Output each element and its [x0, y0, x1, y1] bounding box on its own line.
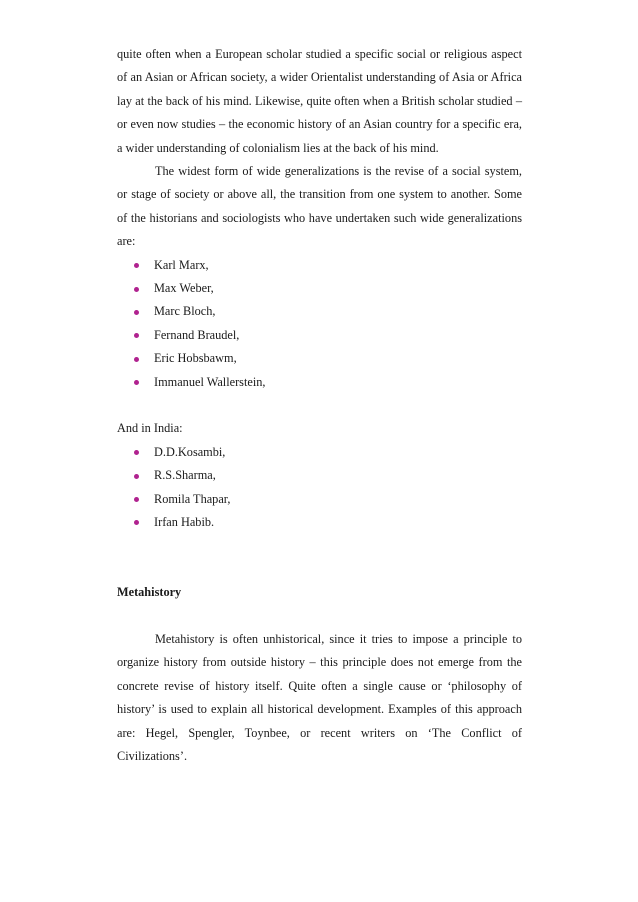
paragraph-orientalist: quite often when a European scholar studied a specific social or religious aspect of an Asian or African society, a wider Orientalist understanding of Asia or Africa lay at the back of his mind. Likewise, quite often when a British scholar studied – or even now studies – the economic history of an Asian country for a specific era, a wider understanding of colonialism lies at the back of his mind.: [117, 47, 522, 155]
spacer: [117, 534, 522, 557]
bullet-icon: [134, 450, 139, 455]
list-item: [117, 324, 522, 347]
indian-historians-list: [117, 441, 522, 535]
list-item-text: Irfan Habib.: [154, 514, 215, 529]
bullet-icon: [134, 263, 139, 268]
list-item: [117, 300, 522, 323]
spacer: [117, 605, 522, 628]
paragraph-metahistory: Metahistory is often unhistorical, since it tries to impose a principle to organize history from outside history – this principle does not emerge from the concrete revise of history itself. Quite often a single cause or ‘philosophy of history’ is used to explain all historical development. Examples of this approach are: Hegel, Spengler, Toynbee, or recent writers on ‘The Conflict of Civilizations’.: [117, 631, 522, 763]
list-item: [117, 371, 522, 394]
list-item-text: Marc Bloch,: [154, 304, 216, 319]
list-item-text: Romila Thapar,: [154, 491, 231, 506]
list-item-text: Max Weber,: [154, 281, 214, 296]
document-page: [117, 43, 522, 768]
bullet-icon: [134, 497, 139, 502]
list-item: [117, 347, 522, 370]
paragraph-generalizations: The widest form of wide generalizations is the revise of a social system, or stage of society or above all, the transition from one system to another. Some of the historians and sociologists who have undertaken such wide generalizations are:: [117, 164, 522, 249]
bullet-icon: [134, 520, 139, 525]
bullet-icon: [134, 357, 139, 362]
historians-list: [117, 254, 522, 394]
list-item-text: D.D.Kosambi,: [154, 444, 226, 459]
list-item-text: Karl Marx,: [154, 257, 209, 272]
list-item: [117, 277, 522, 300]
spacer: [117, 558, 522, 581]
bullet-icon: [134, 474, 139, 479]
list-item: [117, 511, 522, 534]
bullet-icon: [134, 333, 139, 338]
bullet-icon: [134, 310, 139, 315]
list-item-text: Immanuel Wallerstein,: [154, 374, 266, 389]
india-intro: And in India:: [117, 421, 183, 436]
list-item: [117, 464, 522, 487]
list-item: [117, 488, 522, 511]
list-item: [117, 441, 522, 464]
bullet-icon: [134, 287, 139, 292]
list-item-text: Fernand Braudel,: [154, 327, 240, 342]
spacer: [117, 394, 522, 417]
list-item-text: Eric Hobsbawm,: [154, 351, 237, 366]
list-item: [117, 254, 522, 277]
section-heading: Metahistory: [117, 585, 182, 600]
bullet-icon: [134, 380, 139, 385]
list-item-text: R.S.Sharma,: [154, 468, 216, 483]
